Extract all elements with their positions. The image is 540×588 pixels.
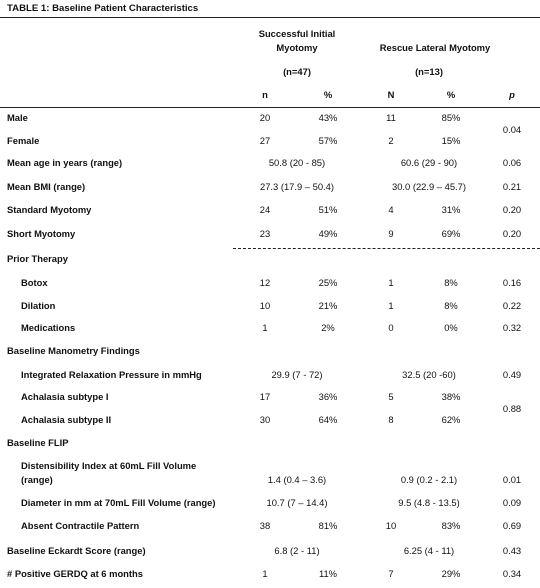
cell: 31%: [441, 204, 461, 215]
section-row: [0, 253, 540, 267]
col-n-2: N: [387, 89, 395, 100]
row-label: Distensibility Index at 60mL Fill Volume: [21, 460, 197, 471]
cell: 38%: [441, 391, 461, 402]
cell: 0%: [444, 322, 458, 333]
cell: 32.5 (20 -60): [402, 369, 456, 380]
cell: 12: [259, 277, 271, 288]
table-row: [0, 300, 540, 314]
p-value: 0.32: [502, 322, 522, 333]
row-label: Mean BMI (range): [7, 181, 86, 192]
cell: 29.9 (7 - 72): [271, 369, 323, 380]
cell: 7: [388, 568, 394, 579]
cell: 11: [386, 112, 396, 123]
col-n-1: n: [262, 89, 268, 100]
cell: 62%: [441, 414, 461, 425]
cell: 1: [262, 568, 268, 579]
row-label: Mean age in years (range): [7, 157, 123, 168]
row-label: Botox: [21, 277, 48, 288]
table-row: [0, 391, 540, 405]
section-label: Baseline Manometry Findings: [7, 345, 140, 356]
row-label: Achalasia subtype II: [21, 414, 112, 425]
col-pct-2: %: [446, 89, 456, 100]
p-value: 0.16: [502, 277, 522, 288]
cell: 0: [388, 322, 394, 333]
table-row: [0, 112, 540, 126]
cell: 38: [259, 520, 271, 531]
table-row: [0, 460, 540, 490]
cell: 1: [388, 300, 394, 311]
cell: 21%: [318, 300, 338, 311]
table-row: [0, 181, 540, 195]
cell: 0.9 (0.2 - 2.1): [400, 474, 458, 485]
cell: 30: [259, 414, 271, 425]
cell: 10: [259, 300, 271, 311]
cell: 1: [388, 277, 394, 288]
cell: 17: [259, 391, 271, 402]
sex-p-value: 0.04: [502, 124, 522, 135]
table-row: [0, 369, 540, 383]
group2-header: Rescue Lateral Myotomy: [379, 42, 491, 53]
cell: 8%: [444, 300, 458, 311]
table-row: [0, 322, 540, 336]
row-label: Female: [7, 135, 40, 146]
table-title: TABLE 1: Baseline Patient Characteristics: [7, 3, 199, 14]
cell: 69%: [441, 228, 461, 239]
table-row: [0, 277, 540, 291]
cell: 81%: [318, 520, 338, 531]
cell: 30.0 (22.9 – 45.7): [391, 181, 466, 192]
cell: 10: [385, 520, 397, 531]
table-row: [0, 414, 540, 428]
table-row: [0, 135, 540, 149]
cell: 20: [259, 112, 271, 123]
cell: 8%: [444, 277, 458, 288]
top-rule: [0, 17, 540, 18]
p-value: 0.01: [502, 474, 522, 485]
table-row: [0, 157, 540, 171]
cell: 51%: [318, 204, 338, 215]
cell: 85%: [441, 112, 461, 123]
cell: 6.25 (4 - 11): [403, 545, 455, 556]
row-label: Short Myotomy: [7, 228, 76, 239]
cell: 57%: [318, 135, 338, 146]
p-value: 0.09: [502, 497, 522, 508]
row-label-continued: (range): [21, 474, 53, 485]
cell: 27: [259, 135, 271, 146]
group1-header-line1: Successful Initial: [258, 28, 336, 39]
row-label: Dilation: [21, 300, 56, 311]
cell: 60.6 (29 - 90): [400, 157, 458, 168]
row-label: Male: [7, 112, 28, 123]
cell: 10.7 (7 – 14.4): [266, 497, 328, 508]
row-label: Standard Myotomy: [7, 204, 92, 215]
section-label: Baseline FLIP: [7, 437, 69, 448]
p-value: 0.22: [502, 300, 522, 311]
table-row: [0, 497, 540, 511]
p-value: 0.69: [502, 520, 522, 531]
cell: 49%: [318, 228, 338, 239]
cell: 24: [259, 204, 271, 215]
row-label: Absent Contractile Pattern: [21, 520, 140, 531]
cell: 5: [388, 391, 394, 402]
group2-n-header: (n=13): [415, 66, 443, 77]
cell: 15%: [441, 135, 461, 146]
cell: 36%: [318, 391, 338, 402]
table-row: [0, 228, 540, 242]
section-label: Prior Therapy: [7, 253, 68, 264]
row-label: Achalasia subtype I: [21, 391, 109, 402]
cell: 83%: [441, 520, 461, 531]
col-p: p: [509, 89, 515, 100]
row-label: Diameter in mm at 70mL Fill Volume (range): [21, 497, 216, 508]
header-rule: [0, 107, 540, 108]
cell: 2: [388, 135, 394, 146]
p-value: 0.20: [502, 204, 522, 215]
table-row: [0, 204, 540, 218]
cell: 2%: [321, 322, 335, 333]
cell: 8: [388, 414, 394, 425]
section-row: [0, 345, 540, 359]
dashed-divider: [233, 248, 540, 249]
cell: 4: [388, 204, 394, 215]
table-row: [0, 545, 540, 559]
p-value: 0.06: [502, 157, 522, 168]
cell: 11%: [318, 568, 338, 579]
group1-header-line2: Myotomy: [276, 42, 318, 53]
section-row: [0, 437, 540, 451]
col-pct-1: %: [323, 89, 333, 100]
table-row: [0, 568, 540, 582]
row-label: Integrated Relaxation Pressure in mmHg: [21, 369, 202, 380]
table-row: [0, 520, 540, 534]
p-value: 0.43: [502, 545, 522, 556]
group1-n-header: (n=47): [283, 66, 311, 77]
subtype-p-value: 0.88: [502, 403, 522, 414]
p-value: 0.49: [502, 369, 522, 380]
cell: 6.8 (2 - 11): [274, 545, 320, 556]
cell: 23: [259, 228, 271, 239]
cell: 1.4 (0.4 – 3.6): [267, 474, 327, 485]
cell: 9.5 (4.8 - 13.5): [398, 497, 460, 508]
cell: 25%: [318, 277, 338, 288]
cell: 64%: [318, 414, 338, 425]
cell: 43%: [318, 112, 338, 123]
cell: 9: [388, 228, 394, 239]
row-label: Medications: [21, 322, 76, 333]
p-value: 0.21: [502, 181, 522, 192]
cell: 27.3 (17.9 – 50.4): [259, 181, 334, 192]
row-label: Baseline Eckardt Score (range): [7, 545, 146, 556]
row-label: # Positive GERDQ at 6 months: [7, 568, 143, 579]
cell: 1: [262, 322, 268, 333]
p-value: 0.34: [502, 568, 522, 579]
p-value: 0.20: [502, 228, 522, 239]
cell: 50.8 (20 - 85): [268, 157, 326, 168]
cell: 29%: [441, 568, 461, 579]
